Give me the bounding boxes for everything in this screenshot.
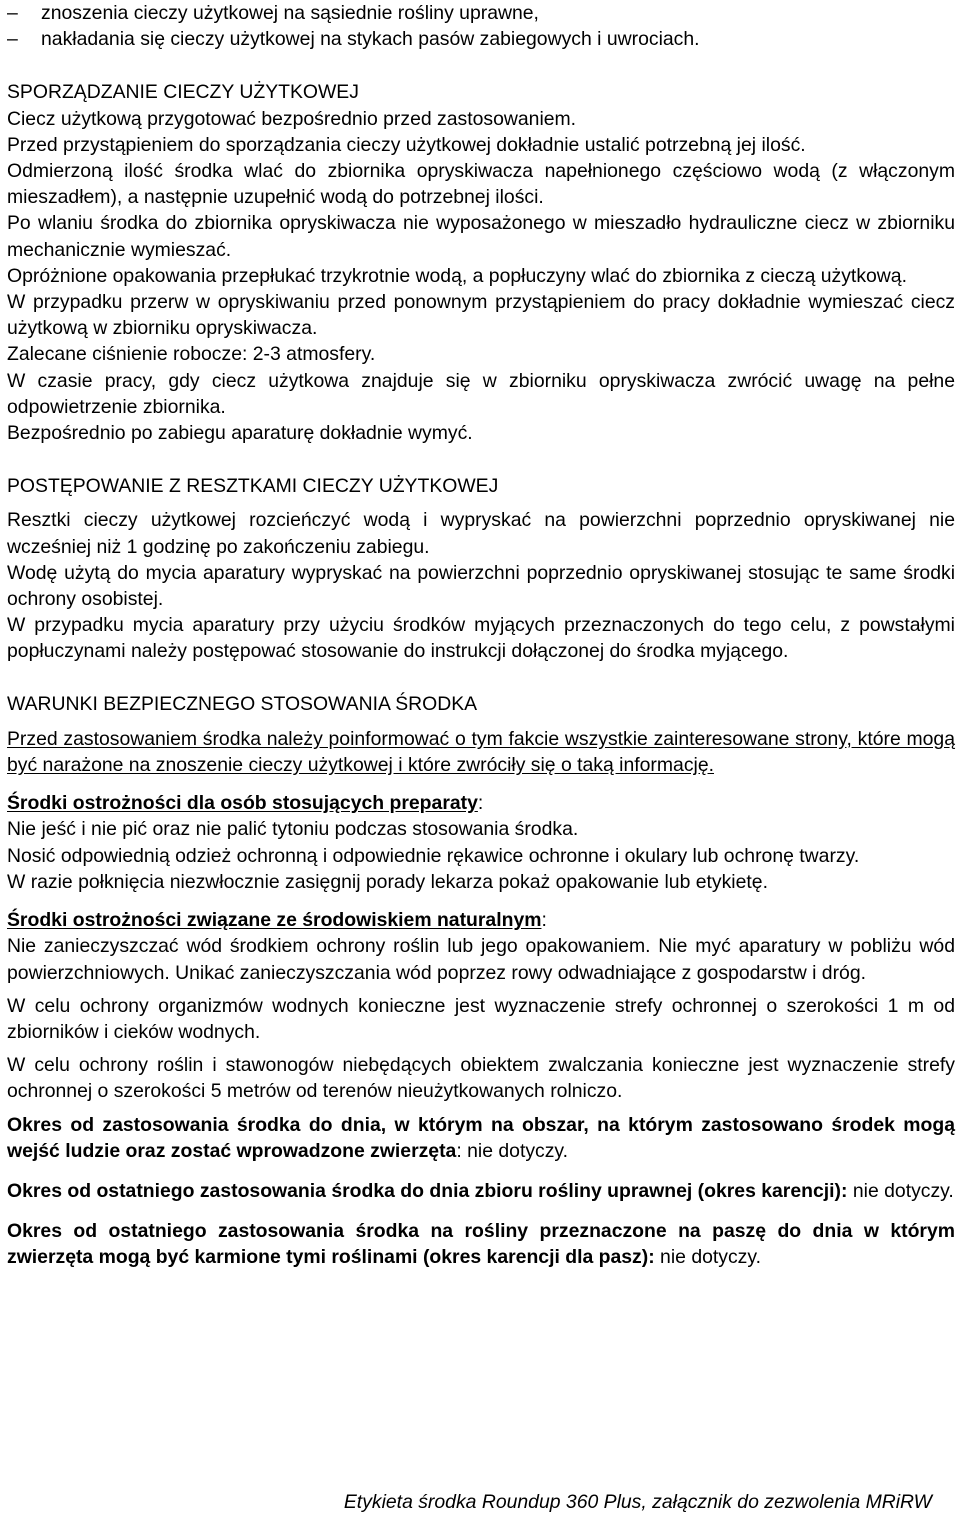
paragraph: W przypadku przerw w opryskiwaniu przed ponownym przystąpieniem do pracy dokładnie wymieszać ciecz użytkową w zbiorniku opryskiwacza. [7,291,955,340]
paragraph: Przed przystąpieniem do sporządzania cieczy użytkowej dokładnie ustalić potrzebną jej ilość. [7,133,806,156]
paragraph: W czasie pracy, gdy ciecz użytkowa znajduje się w zbiorniku opryskiwacza zwrócić uwagę na pełne odpowietrzenie zbiornika. [7,369,955,418]
paragraph: Zalecane ciśnienie robocze: 2-3 atmosfery. [7,343,376,366]
aquatic-buffer-zone: W celu ochrony organizmów wodnych konieczne jest wyznaczenie strefy ochronnej o szerokości 1 m od zbiorników i cieków wodnych. [7,994,955,1043]
paragraph: Ciecz użytkową przygotować bezpośrednio przed zastosowaniem. [7,107,577,130]
page-footer: Etykieta środka Roundup 360 Plus, załącznik do zezwolenia MRiRW [343,1491,932,1513]
reentry-period-label: Okres od zastosowania środka do dnia, w którym na obszar, na którym zastosowano środek mogą wejść ludzie oraz zostać wprowadzone zwierzęta [7,1113,955,1162]
preharvest-interval [7,1178,955,1204]
paragraph: Resztki cieczy użytkowej rozcieńczyć wodą i wypryskać na powierzchni poprzednio opryskiwanej nie wcześniej niż 1 godzinę po zakończeniu zabiegu. [7,509,955,558]
bullet-item: – znoszenia cieczy użytkowej na sąsiednie rośliny uprawne, [7,0,955,26]
operator-precautions-heading [7,790,955,816]
paragraph: Odmierzoną ilość środka wlać do zbiornika opryskiwacza napełnionego częściowo wodą (z włączonym mieszadłem), a następnie uzupełnić wodą do potrzebnej ilości. [7,160,955,209]
grazing-interval [7,1218,955,1270]
grazing-interval-label: Okres od ostatniego zastosowania środka na rośliny przeznaczone na paszę do dnia w którym zwierzęta mogą być karmione tymi roślinami (okres karencji dla pasz): [7,1220,955,1269]
paragraph: Nosić odpowiednią odzież ochronną i odpowiednie rękawice ochronne i okulary lub ochronę twarzy. [7,844,860,867]
section-heading-preparation: SPORZĄDZANIE CIECZY UŻYTKOWEJ [7,81,359,104]
preharvest-interval-value: nie dotyczy. [847,1179,954,1202]
paragraph: Nie zanieczyszczać wód środkiem ochrony roślin lub jego opakowaniem. Nie myć aparatury w pobliżu wód powierzchniowych. Unikać zanieczyszczania wód poprzez rowy odwadniające z gospodarstw i dróg. [7,935,955,984]
reentry-period [7,1112,955,1164]
non-target-buffer-zone: W celu ochrony roślin i stawonogów niebędących obiektem zwalczania konieczne jest wyznaczenie strefy ochronnej o szerokości 5 metrów od terenów nieużytkowanych rolniczo. [7,1054,955,1103]
paragraph: Nie jeść i nie pić oraz nie palić tytoniu podczas stosowania środka. [7,818,579,841]
colon: : [541,909,547,932]
paragraph: W przypadku mycia aparatury przy użyciu środków myjących przeznaczonych do tego celu, z powstałymi popłuczynami należy postępować stosowanie do instrukcji dołączonej do środka myjącego. [7,614,955,663]
operator-precautions-title: Środki ostrożności dla osób stosujących preparaty [7,792,478,815]
grazing-interval-value: nie dotyczy. [654,1246,762,1269]
environment-precautions-heading [7,907,955,933]
preharvest-interval-label: Okres od ostatniego zastosowania środka do dnia zbioru rośliny uprawnej (okres karencji): [7,1179,848,1202]
paragraph: Wodę użytą do mycia aparatury wypryskać na powierzchni poprzednio opryskiwanej stosując te same środki ochrony osobistej. [7,561,955,611]
paragraph: Po wlaniu środka do zbiornika opryskiwacza nie wyposażonego w mieszadło hydrauliczne ciecz w zbiorniku mechanicznie wymieszać. [7,212,955,261]
colon: : [477,792,484,815]
paragraph: Opróżnione opakowania przepłukać trzykrotnie wodą, a popłuczyny wlać do zbiornika z cieczą użytkową. [7,264,907,287]
document-page [7,0,955,1271]
reentry-period-value: : nie dotyczy. [456,1139,569,1162]
section-heading-safety: WARUNKI BEZPIECZNEGO STOSOWANIA ŚRODKA [7,692,478,715]
bullet-item: – nakładania się cieczy użytkowej na stykach pasów zabiegowych i uwrociach. [7,26,955,52]
paragraph: Bezpośrednio po zabiegu aparaturę dokładnie wymyć. [7,422,473,445]
section-heading-residues: POSTĘPOWANIE Z RESZTKAMI CIECZY UŻYTKOWEJ [7,475,499,498]
stakeholder-notice: Przed zastosowaniem środka należy poinformować o tym fakcie wszystkie zainteresowane strony, które mogą być narażone na znoszenie cieczy użytkowej i które zwróciły się o taką informację. [7,727,955,777]
environment-precautions-title: Środki ostrożności związane ze środowiskiem naturalnym [7,909,542,932]
paragraph: W razie połknięcia niezwłocznie zasięgnij porady lekarza pokaż opakowanie lub etykietę. [7,870,768,893]
